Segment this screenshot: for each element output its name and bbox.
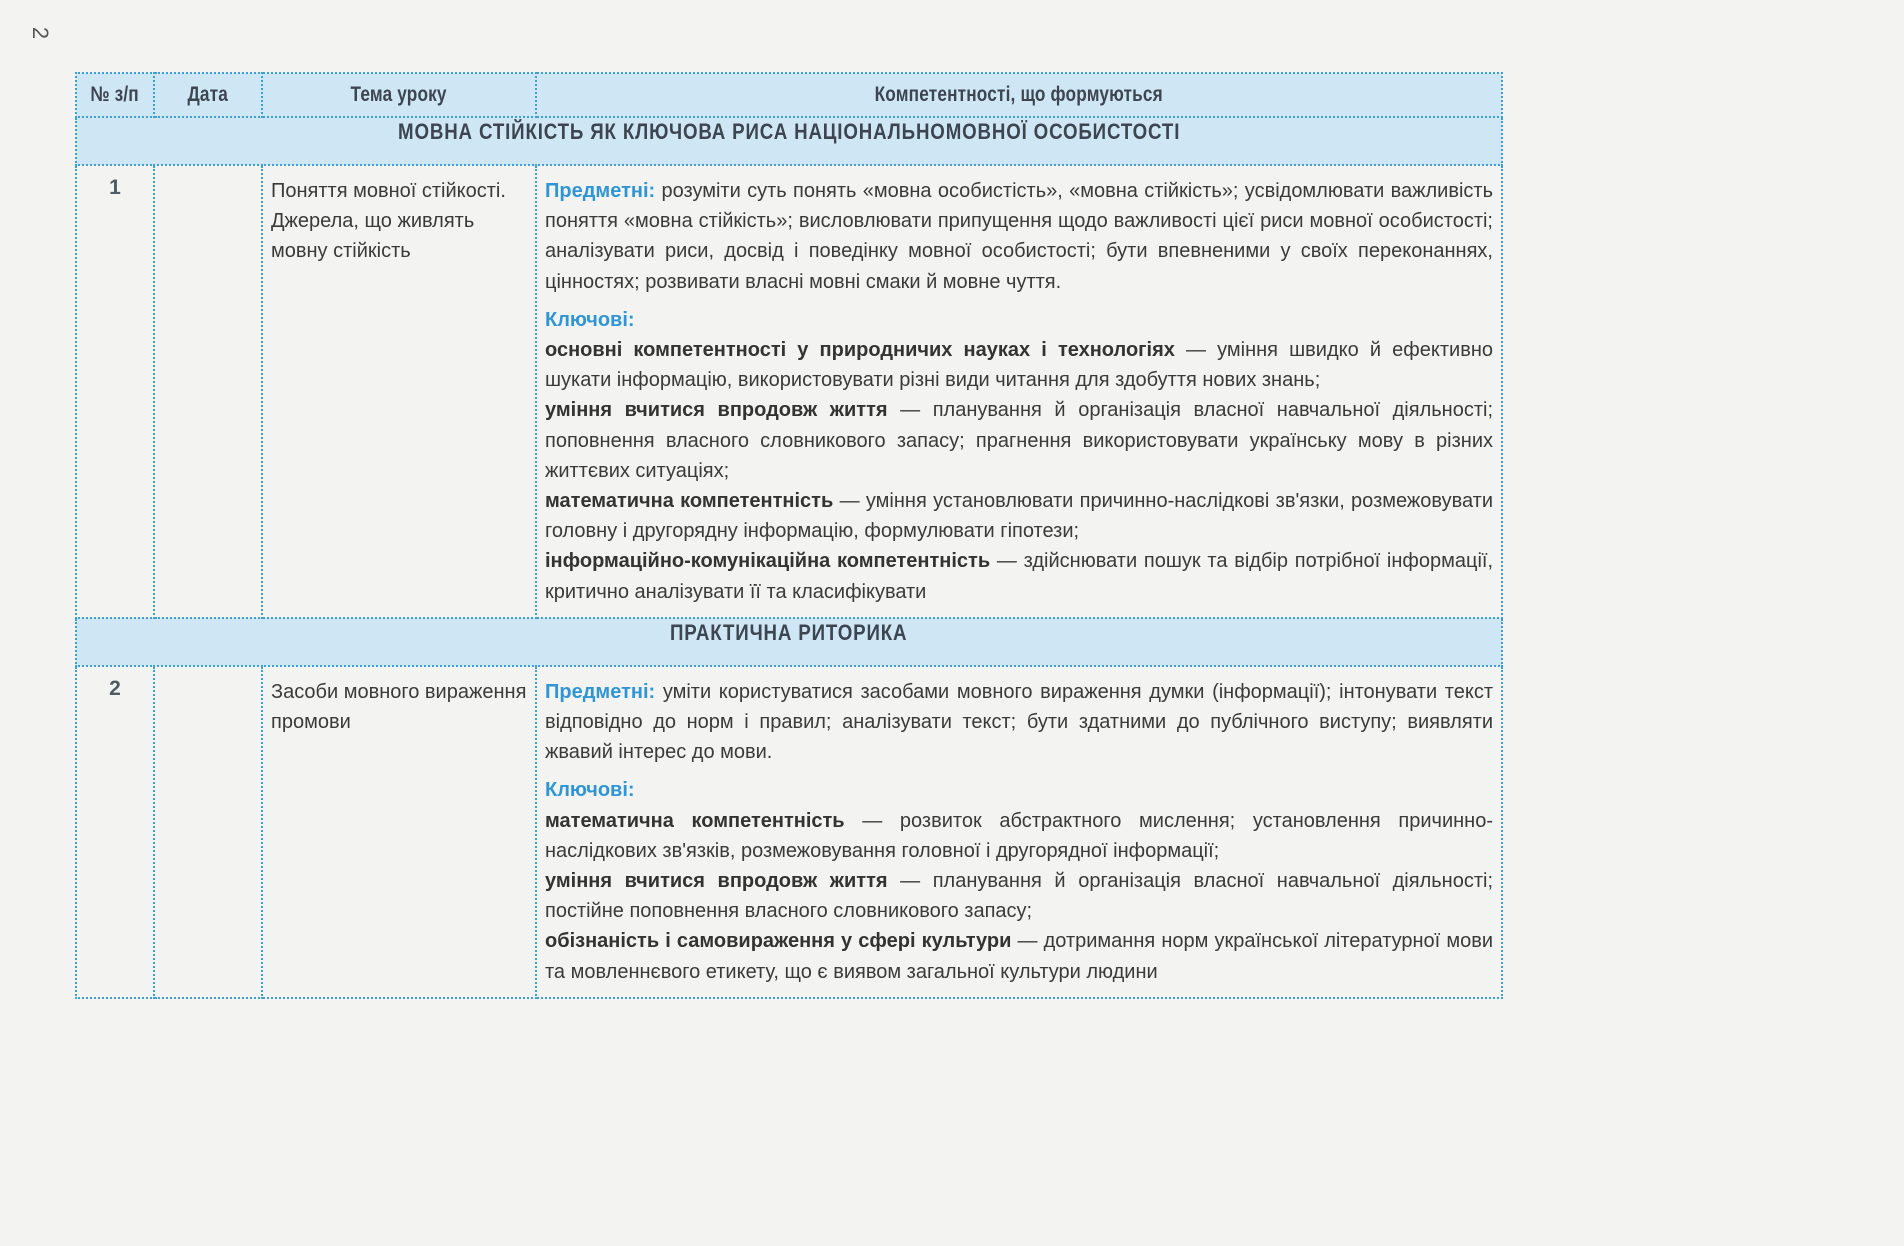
- table-row: [76, 666, 1502, 998]
- section-title: МОВНА СТІЙКІСТЬ ЯК КЛЮЧОВА РИСА НАЦІОНАЛЬНОМОВНОЇ ОСОБИСТОСТІ: [76, 117, 1502, 165]
- header-date: Дата: [154, 73, 262, 117]
- header-topic: Тема уроку: [262, 73, 536, 117]
- table-row: [76, 165, 1502, 618]
- lesson-topic: Засоби мовного вираження промови: [262, 666, 536, 998]
- key-label: Ключові:: [545, 779, 635, 802]
- lesson-plan-table: [75, 72, 1503, 999]
- key-label: Ключові:: [545, 308, 635, 331]
- key-item: уміння вчитися впродовж життя — планування й організація власної навчальної діяльності; поповнення власного словникового запасу; прагнення використовувати українську мову в різних життєвих ситуаціях;: [545, 399, 1493, 482]
- lesson-topic: Поняття мовної стійкості. Джерела, що живлять мовну стійкість: [262, 165, 536, 618]
- lesson-competencies: [536, 666, 1502, 998]
- key-item: уміння вчитися впродовж життя — планування й організація власної навчальної діяльності; постійне поповнення власного словникового запасу;: [545, 870, 1493, 923]
- subject-competencies: Предметні: уміти користуватися засобами мовного вираження думки (інформації); інтонувати текст відповідно до норм і правил; аналізувати текст; бути здатними до публічного виступу; виявляти жвавий інтерес до мови.: [545, 680, 1493, 764]
- subject-competencies: Предметні: розуміти суть понять «мовна особистість», «мовна стійкість»; усвідомлювати важливість поняття «мовна стійкість»; висловлювати припущення щодо важливості цієї риси мовної особистості; аналізувати риси, досвід і поведінку мовної особистості; бути впевненими у своїх переконаннях, цінностях; розвивати власні мовні смаки й мовне чуття.: [545, 180, 1493, 293]
- section-title-row: [76, 117, 1502, 165]
- lesson-number: 2: [76, 666, 154, 998]
- section-title-row: [76, 618, 1502, 666]
- lesson-number: 1: [76, 165, 154, 618]
- page-number: 2: [28, 26, 54, 40]
- key-item: математична компетентність — уміння установлювати причинно-наслідкові зв'язки, розмежовувати головну і другорядну інформацію, формулювати гіпотези;: [545, 490, 1494, 543]
- section-title: ПРАКТИЧНА РИТОРИКА: [76, 618, 1502, 666]
- header-competencies: Компетентності, що формуються: [536, 73, 1502, 117]
- header-num: № з/п: [76, 73, 154, 117]
- lesson-date: [154, 666, 262, 998]
- subject-label: Предметні:: [545, 180, 656, 202]
- key-item: математична компетентність — розвиток абстрактного мислення; установлення причинно-наслідкових зв'язків, розмежовування головної і другорядної інформації;: [545, 809, 1493, 862]
- subject-label: Предметні:: [545, 680, 656, 703]
- key-item: обізнаність і самовираження у сфері культури — дотримання норм української літературної мови та мовленнєвого етикету, що є виявом загальної культури людини: [545, 930, 1494, 983]
- table-header-row: [76, 73, 1502, 117]
- key-item: інформаційно-комунікаційна компетентність — здійснювати пошук та відбір потрібної інформації, критично аналізувати її та класифікувати: [545, 550, 1494, 603]
- lesson-competencies: [536, 165, 1502, 618]
- key-item: основні компетентності у природничих науках і технологіях — уміння швидко й ефективно шукати інформацію, використовувати різні види читання для здобуття нових знань;: [545, 339, 1493, 392]
- lesson-date: [154, 165, 262, 618]
